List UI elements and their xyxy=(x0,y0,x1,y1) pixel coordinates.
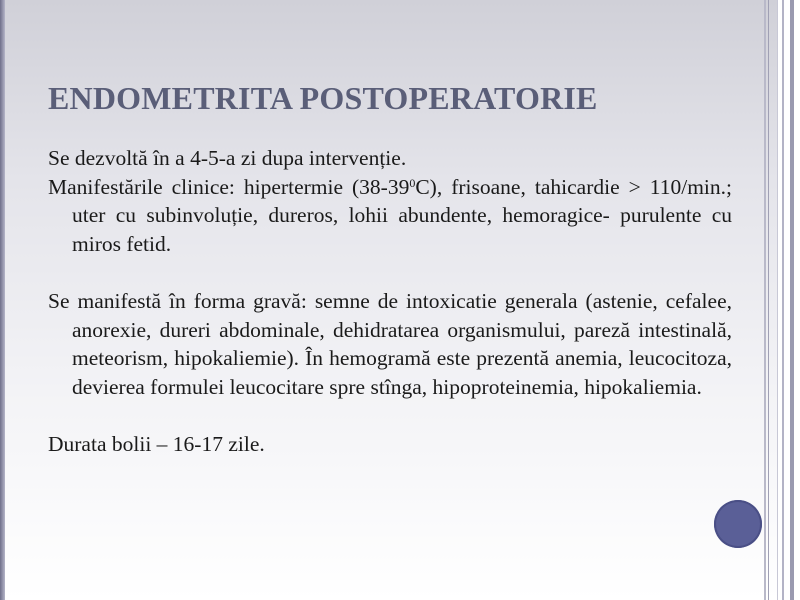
circle-decoration xyxy=(714,500,762,548)
slide-title: ENDOMETRITA POSTOPERATORIE xyxy=(48,80,598,116)
right-stripe-decoration xyxy=(782,0,784,600)
right-stripe-decoration xyxy=(790,0,794,600)
left-edge-decoration xyxy=(0,0,5,600)
paragraph-duration: Durata bolii – 16-17 zile. xyxy=(48,432,265,456)
clinical-text-end: C), frisoane, tahicardie > 110/min.; uter cu subinvoluție, dureros, lohii abundente, hemoragice- purulente cu miros fetid. xyxy=(72,174,732,256)
degree-superscript: 0 xyxy=(409,175,416,190)
paragraph-onset: Se dezvoltă în a 4-5-a zi dupa intervenție. xyxy=(48,146,407,170)
paragraph-severe-form: Se manifestă în forma gravă: semne de intoxicatie generala (astenie, cefalee, anorexie, dureri abdominale, dehidratarea organismului, pareză intestinală, meteorism, hipokaliemie). În hemogramă este prezentă anemia, leucocitoza, devierea formulei leucocitare spre stînga, hipoproteinemia, hipokaliemia. xyxy=(48,289,732,399)
right-stripe-decoration xyxy=(764,0,766,600)
right-stripe-decoration xyxy=(777,0,800,600)
right-stripe-decoration xyxy=(768,0,769,600)
clinical-text-start: Manifestările clinice: hipertermie (38-39 xyxy=(48,174,410,199)
slide-body xyxy=(48,144,732,459)
paragraph-clinical-manifestations xyxy=(48,173,732,259)
